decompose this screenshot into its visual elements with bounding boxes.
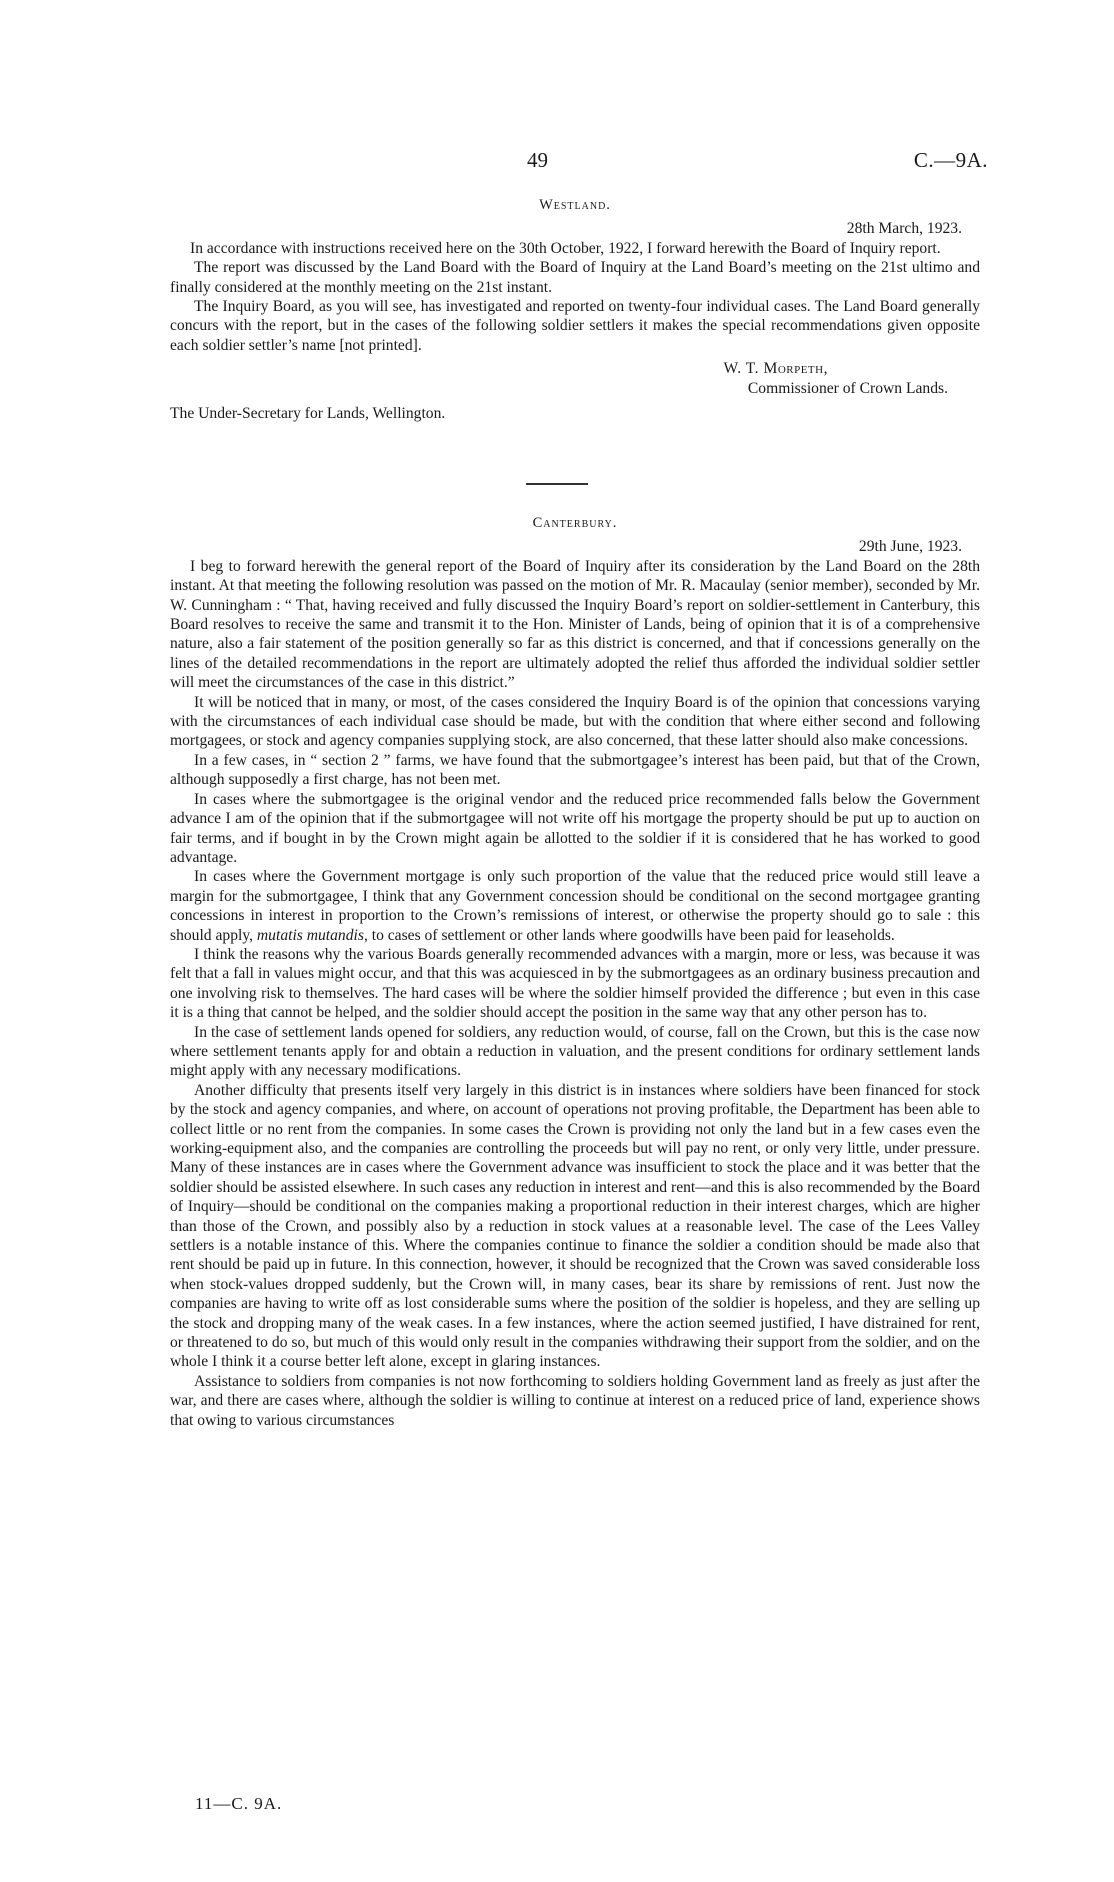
canterbury-date: 29th June, 1923. bbox=[858, 538, 962, 556]
westland-date: 28th March, 1923. bbox=[846, 220, 962, 238]
canterbury-section bbox=[170, 514, 980, 1430]
canterbury-paragraph-9: Assistance to soldiers from companies is not now forthcoming to soldiers holding Government land as freely as just after the war, and there are cases where, although the soldier is willing to continue at interest on a reduced price of land, experience shows that owing to various circumstances bbox=[170, 1372, 980, 1429]
page-number: 49 bbox=[527, 148, 548, 172]
canterbury-paragraph-5 bbox=[170, 867, 980, 945]
paragraph-5-text-a: In cases where the Government mortgage is only such proportion of the value that the reduced price would still leave a margin for the submortgagee, I think that any Government concession should be conditional on the second mortgagee granting concessions in interest in proportion to the Crown’s remissions of interest, or otherwise the property should go to sale : this should apply, bbox=[170, 868, 980, 944]
canterbury-paragraph-7: In the case of settlement lands opened for soldiers, any reduction would, of course, fall on the Crown, but this is the case now where settlement tenants apply for and obtain a reduction in valuation, and the present conditions for ordinary settlement lands might apply with any necessary modifications. bbox=[170, 1023, 980, 1080]
section-divider-wrap bbox=[0, 483, 1114, 485]
westland-paragraph-2: The report was discussed by the Land Board with the Board of Inquiry at the Land Board’s meeting on the 21st ultimo and finally considered at the monthly meeting on the 21st instant. bbox=[170, 259, 980, 296]
westland-paragraph-3: The Inquiry Board, as you will see, has investigated and reported on twenty-four individual cases. The Land Board generally concurs with the report, but in the cases of the following soldier settlers it makes the special recommendations given opposite each soldier settler’s name [not printed]. bbox=[170, 298, 980, 354]
canterbury-paragraph-8: Another difficulty that presents itself very largely in this district is in instances where soldiers have been financed for stock by the stock and agency companies, and where, on account of operations not proving profitable, the Department has been able to collect little or no rent from the companies. In some cases the Crown is providing not only the land but in a few cases even the working-equipment also, and the companies are controlling the proceeds but will pay no rent, or only very little, under pressure. Many of these instances are in cases where the Government advance was insufficient to stock the place and it was better that the soldier should be assisted elsewhere. In such cases any reduction in interest and rent—and this is also recommended by the Board of Inquiry—should be conditional on the companies making a proportional reduction in their interest charges, which are higher than those of the Crown, and possibly also by a reduction in stock values at a reasonable level. The case of the Lees Valley settlers is a notable instance of this. Where the companies continue to finance the soldier a condition should be made also that rent should be paid up in future. In this connection, however, it should be recognized that the Crown was saved considerable loss when stock-values dropped suddenly, but the Crown will, in many cases, bear its share by remissions of rent. Just now the companies are having to write off as lost considerable sums where the position of the soldier is hopeless, and they are selling up the stock and dropping many of the weak cases. In a few instances, where the action seemed justified, I have distrained for rent, or threatened to do so, but much of this would only result in the companies withdrawing their support from the soldier, and on the whole I think it a course better left alone, except in glaring instances. bbox=[170, 1081, 980, 1371]
canterbury-paragraph-4: In cases where the submortgagee is the original vendor and the reduced price recommended falls below the Government advance I am of the opinion that if the submortgagee will not write off his mortgage the property should be put up to auction on fair terms, and if bought in by the Crown might again be allotted to the soldier if it is considered that he has worked to good advantage. bbox=[170, 790, 980, 866]
footer-signature-code: 11—C. 9A. bbox=[195, 1794, 283, 1813]
page-header bbox=[0, 148, 1114, 188]
westland-paragraph-1: In accordance with instructions received here on the 30th October, 1922, I forward herewith the Board of Inquiry report. bbox=[190, 239, 941, 257]
westland-title: Westland. bbox=[539, 197, 611, 213]
document-code: C.—9A. bbox=[913, 148, 988, 172]
signature-name-text: W. T. Morpeth, bbox=[723, 360, 828, 378]
paragraph-5-text-b: , to cases of settlement or other lands where goodwills have been paid for leaseholds. bbox=[363, 926, 895, 944]
westland-section bbox=[170, 196, 980, 423]
canterbury-title: Canterbury. bbox=[532, 515, 618, 531]
section-divider bbox=[526, 483, 588, 485]
westland-addressee: The Under-Secretary for Lands, Wellington. bbox=[170, 405, 446, 423]
canterbury-paragraph-3: In a few cases, in “ section 2 ” farms, we have found that the submortgagee’s interest has been paid, but that of the Crown, although supposedly a first charge, has not been met. bbox=[170, 751, 980, 789]
westland-signature-title: Commissioner of Crown Lands. bbox=[747, 379, 948, 397]
latin-phrase: mutatis mutandis bbox=[256, 926, 364, 944]
canterbury-paragraph-2: It will be noticed that in many, or most, of the cases considered the Inquiry Board is of the opinion that concessions varying with the circumstances of each individual case should be made, but with the condition that where either second and following mortgagees, or stock and agency companies supplying stock, are also concerned, that these latter should also make concessions. bbox=[170, 693, 980, 750]
canterbury-paragraph-1: I beg to forward herewith the general report of the Board of Inquiry after its consideration by the Land Board on the 28th instant. At that meeting the following resolution was passed on the motion of Mr. R. Macaulay (senior member), seconded by Mr. W. Cunningham : “ That, having received and fully discussed the Inquiry Board’s report on soldier-settlement in Canterbury, this Board resolves to receive the same and transmit it to the Hon. Minister of Lands, being of opinion that it is of a comprehensive nature, also a fair statement of the position generally so far as this district is concerned, and that if concessions generally on the lines of the detailed recommendations in the report are ultimately adopted the relief thus afforded the individual soldier settler will meet the circumstances of the case in this district.” bbox=[170, 557, 980, 692]
westland-signature-name bbox=[170, 359, 980, 378]
canterbury-paragraph-6: I think the reasons why the various Boards generally recommended advances with a margin, more or less, was because it was felt that a fall in values might occur, and that this was acquiesced in by the submortgagees as an ordinary business precaution and one involving risk to themselves. The hard cases will be where the soldier himself provided the difference ; but even in this case it is a thing that cannot be helped, and the soldier should accept the position in the same way that any other person has to. bbox=[170, 945, 980, 1022]
